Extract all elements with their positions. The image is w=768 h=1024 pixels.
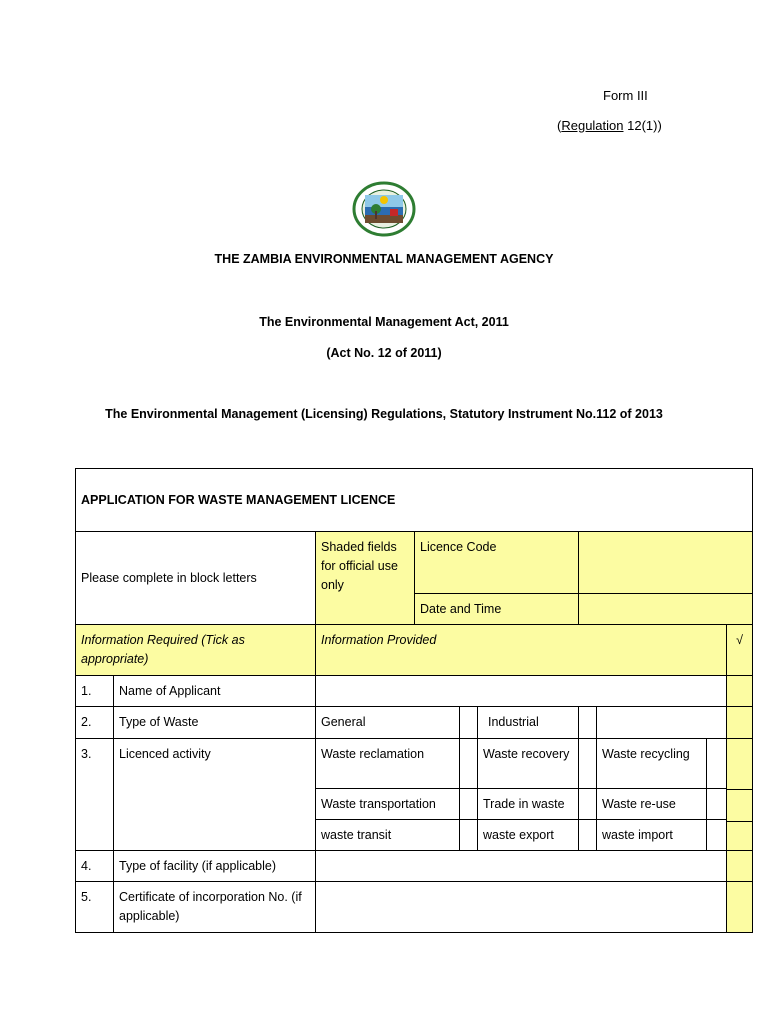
row-number: 2. (76, 707, 114, 739)
licenced-activity-label: Licenced activity (114, 739, 316, 851)
checkbox[interactable] (460, 789, 478, 820)
info-provided-header: Information Provided (316, 625, 727, 676)
activity-waste-re-use: Waste re-use (597, 789, 707, 820)
row-name-of-applicant (76, 676, 753, 707)
checkbox[interactable] (460, 739, 478, 789)
row-number: 5. (76, 882, 114, 933)
tick-box[interactable] (727, 851, 753, 882)
act-number: (Act No. 12 of 2011) (326, 346, 442, 360)
tick-box[interactable] (727, 707, 753, 739)
agency-title: THE ZAMBIA ENVIRONMENTAL MANAGEMENT AGENCY (214, 252, 554, 266)
tick-box[interactable] (727, 882, 753, 933)
option-industrial: Industrial (478, 707, 579, 739)
activity-waste-recovery: Waste recovery (478, 739, 579, 789)
activity-trade-in-waste: Trade in waste (478, 789, 579, 820)
form-heading-row (76, 469, 753, 532)
info-header-row (76, 625, 753, 676)
activity-waste-import: waste import (597, 820, 707, 851)
activity-waste-transit: waste transit (316, 820, 460, 851)
industrial-checkbox[interactable] (579, 707, 597, 739)
row-number: 4. (76, 851, 114, 882)
type-of-facility-field[interactable] (316, 851, 727, 882)
form-number: Form III (603, 88, 648, 103)
type-of-facility-label: Type of facility (if applicable) (114, 851, 316, 882)
form-heading: APPLICATION FOR WASTE MANAGEMENT LICENCE (76, 469, 753, 532)
licence-code-label: Licence Code (415, 532, 579, 594)
licence-code-field[interactable] (579, 532, 753, 594)
regulation-word: Regulation (561, 118, 624, 133)
activity-waste-transportation: Waste transportation (316, 789, 460, 820)
checkbox[interactable] (707, 820, 727, 851)
waste-type-blank (597, 707, 727, 739)
official-use-row (76, 532, 753, 594)
name-of-applicant-field[interactable] (316, 676, 727, 707)
tick-box[interactable] (727, 676, 753, 707)
checkbox[interactable] (460, 820, 478, 851)
activity-waste-reclamation: Waste reclamation (316, 739, 460, 789)
row-certificate-of-incorporation (76, 882, 753, 933)
activity-waste-recycling: Waste recycling (597, 739, 707, 789)
regulation-reference: (Regulation 12(1)) (557, 118, 662, 133)
checkbox[interactable] (707, 739, 727, 789)
regulations-title: The Environmental Management (Licensing) Regulations, Statutory Instrument No.112 of 2013 (105, 407, 663, 421)
block-letters-instruction: Please complete in block letters (76, 532, 316, 625)
checkbox[interactable] (707, 789, 727, 820)
info-required-header: Information Required (Tick as appropriate) (76, 625, 316, 676)
row-number: 3. (76, 739, 114, 851)
row-number: 1. (76, 676, 114, 707)
act-title: The Environmental Management Act, 2011 (259, 315, 509, 329)
certificate-of-incorporation-label: Certificate of incorporation No. (if applicable) (114, 882, 316, 933)
type-of-waste-label: Type of Waste (114, 707, 316, 739)
application-form-table (75, 468, 753, 933)
activity-waste-export: waste export (478, 820, 579, 851)
row-type-of-waste (76, 707, 753, 739)
date-time-field[interactable] (579, 594, 753, 625)
checkbox[interactable] (579, 789, 597, 820)
tick-header-icon: √ (727, 625, 753, 676)
zema-seal-logo-icon (352, 181, 416, 237)
tick-column-activity (727, 739, 753, 851)
date-time-label: Date and Time (415, 594, 579, 625)
checkbox[interactable] (579, 820, 597, 851)
checkbox[interactable] (579, 739, 597, 789)
certificate-of-incorporation-field[interactable] (316, 882, 727, 933)
option-general: General (316, 707, 460, 739)
row-type-of-facility (76, 851, 753, 882)
name-of-applicant-label: Name of Applicant (114, 676, 316, 707)
official-use-note: Shaded fields for official use only (316, 532, 415, 625)
row-licenced-activity (76, 739, 753, 789)
general-checkbox[interactable] (460, 707, 478, 739)
